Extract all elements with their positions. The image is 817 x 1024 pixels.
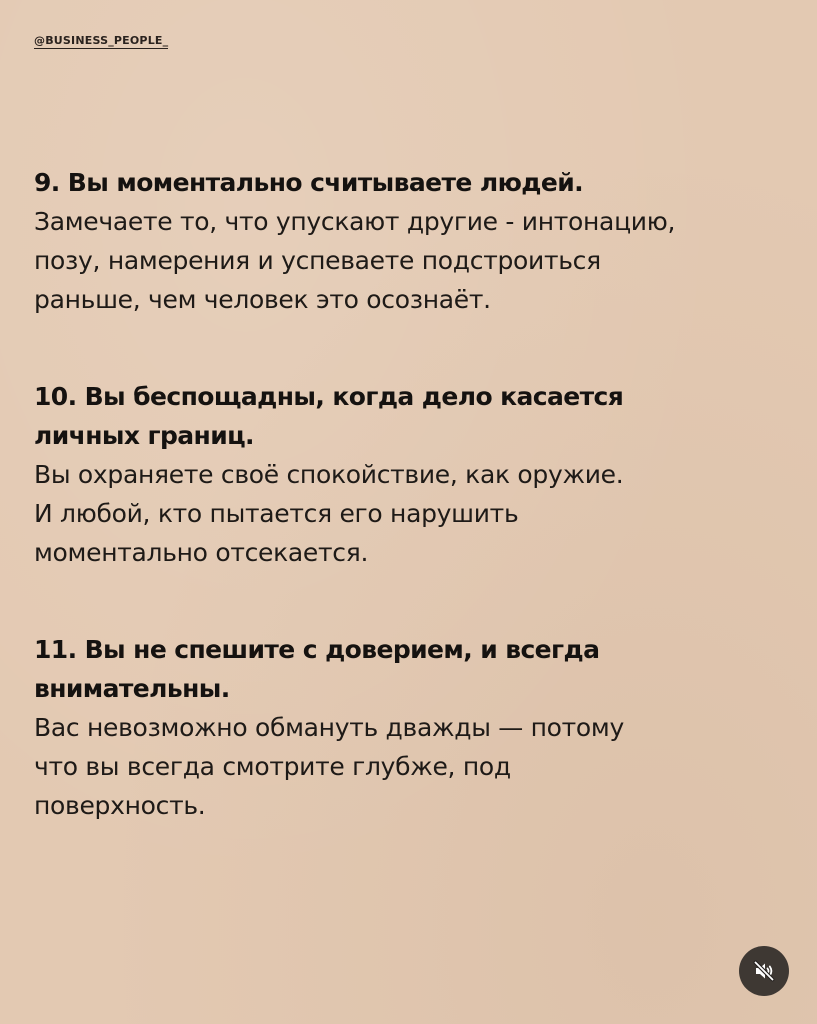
item-body-line: поверхность. (34, 791, 206, 820)
list-content (34, 163, 804, 825)
item-body-line: Замечаете то, что упускают другие - интонацию, (34, 207, 676, 236)
item-body (34, 708, 804, 825)
speaker-muted-icon (752, 959, 776, 983)
item-title-line: 10. Вы беспощадны, когда дело касается (34, 382, 624, 411)
item-title-line: 11. Вы не спешите с доверием, и всегда (34, 635, 600, 664)
item-body (34, 455, 804, 572)
item-body-line: Вас невозможно обмануть дважды — потому (34, 713, 624, 742)
list-item (34, 630, 804, 825)
item-title (34, 377, 804, 455)
account-handle: @BUSINESS_PEOPLE_ (34, 34, 169, 47)
item-body-line: раньше, чем человек это осознаёт. (34, 285, 491, 314)
list-item (34, 163, 804, 319)
item-body-line: моментально отсекается. (34, 538, 369, 567)
item-title-line: личных границ. (34, 421, 254, 450)
item-title (34, 630, 804, 708)
item-title (34, 163, 804, 202)
item-body (34, 202, 804, 319)
item-body-line: Вы охраняете своё спокойствие, как оружие. (34, 460, 624, 489)
item-body-line: позу, намерения и успеваете подстроиться (34, 246, 601, 275)
item-title-line: 9. Вы моментально считываете людей. (34, 168, 584, 197)
list-item (34, 377, 804, 572)
item-body-line: И любой, кто пытается его нарушить (34, 499, 519, 528)
item-title-line: внимательны. (34, 674, 230, 703)
mute-toggle-button[interactable] (739, 946, 789, 996)
item-body-line: что вы всегда смотрите глубже, под (34, 752, 511, 781)
